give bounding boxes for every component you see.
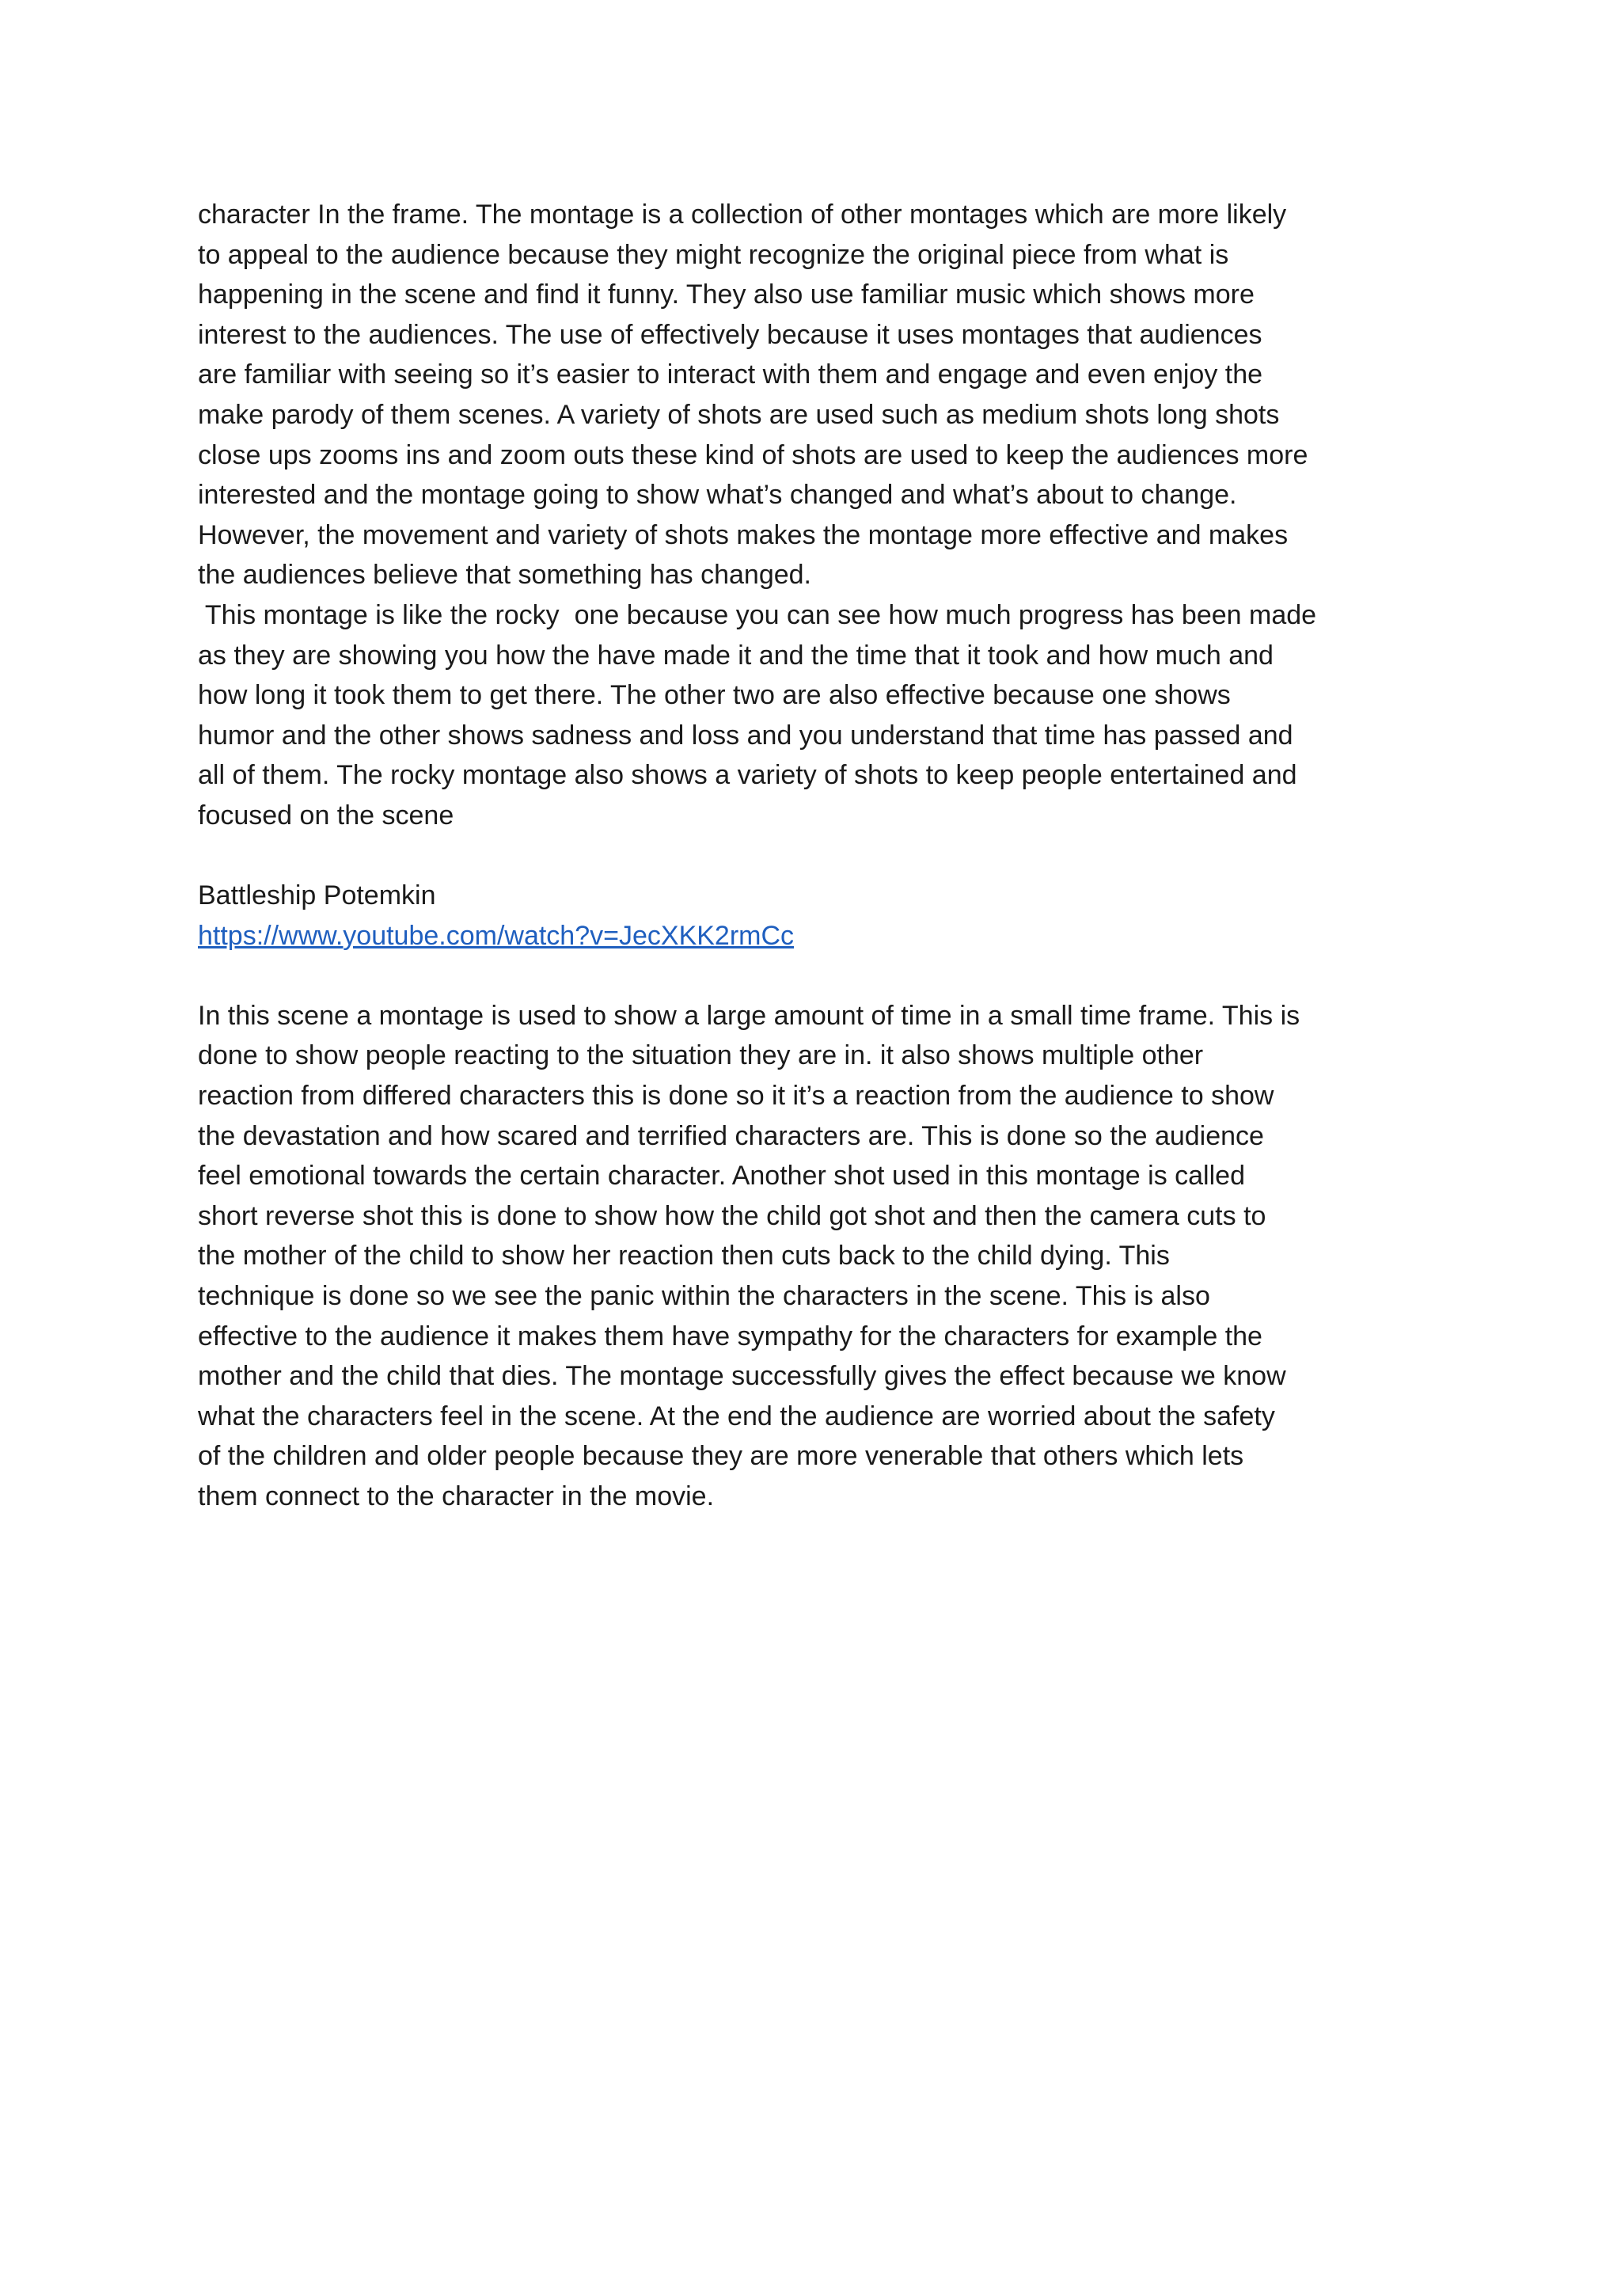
text-line: are familiar with seeing so it’s easier to interact with them and engage and even enjoy the xyxy=(198,359,1263,390)
text-line: reaction from differed characters this is done so it it’s a reaction from the audience to show xyxy=(198,1081,1274,1112)
text-line: happening in the scene and find it funny. They also use familiar music which shows more xyxy=(198,279,1255,310)
text-line: character In the frame. The montage is a collection of other montages which are more likely xyxy=(198,200,1287,230)
text-line: focused on the scene xyxy=(198,800,454,831)
text-line: as they are showing you how the have made it and the time that it took and how much and xyxy=(198,640,1274,671)
text-line: mother and the child that dies. The montage successfully gives the effect because we know xyxy=(198,1361,1286,1392)
text-line: humor and the other shows sadness and loss and you understand that time has passed and xyxy=(198,720,1293,751)
text-line: feel emotional towards the certain character. Another shot used in this montage is called xyxy=(198,1161,1245,1192)
text-line: done to show people reacting to the situation they are in. it also shows multiple other xyxy=(198,1040,1204,1071)
spacer xyxy=(198,956,1448,996)
text-line: However, the movement and variety of shots makes the montage more effective and makes xyxy=(198,519,1289,550)
text-line: This montage is like the rocky one because you can see how much progress has been made xyxy=(198,599,1317,630)
paragraph-montage-collection xyxy=(198,195,1448,595)
text-line: interested and the montage going to show what’s changed and what’s about to change. xyxy=(198,480,1237,511)
paragraph-rocky-comparison xyxy=(198,595,1448,836)
text-line: close ups zooms ins and zoom outs these kind of shots are used to keep the audiences more xyxy=(198,439,1308,470)
text-line: the audiences believe that something has changed. xyxy=(198,560,811,591)
text-line: interest to the audiences. The use of effectively because it uses montages that audiences xyxy=(198,319,1262,350)
section-heading: Battleship Potemkin xyxy=(198,880,436,911)
text-line: what the characters feel in the scene. At the end the audience are worried about the safety xyxy=(198,1401,1275,1431)
text-line: effective to the audience it makes them have sympathy for the characters for example the xyxy=(198,1321,1262,1351)
text-line: of the children and older people because they are more venerable that others which lets xyxy=(198,1441,1244,1472)
youtube-link[interactable]: https://www.youtube.com/watch?v=JecXKK2rmCc xyxy=(198,920,795,951)
text-line: short reverse shot this is done to show how the child got shot and then the camera cuts to xyxy=(198,1200,1266,1231)
text-line: how long it took them to get there. The other two are also effective because one shows xyxy=(198,680,1231,711)
text-line: the devastation and how scared and terrified characters are. This is done so the audience xyxy=(198,1120,1264,1151)
text-line: technique is done so we see the panic within the characters in the scene. This is also xyxy=(198,1281,1210,1312)
spacer xyxy=(198,836,1448,876)
paragraph-potemkin-analysis xyxy=(198,996,1448,1517)
document-body xyxy=(198,195,1448,1517)
text-line: all of them. The rocky montage also shows a variety of shots to keep people entertained and xyxy=(198,760,1297,791)
text-line: them connect to the character in the movie. xyxy=(198,1481,715,1511)
text-line: In this scene a montage is used to show a large amount of time in a small time frame. This is xyxy=(198,1000,1300,1031)
text-line: make parody of them scenes. A variety of shots are used such as medium shots long shots xyxy=(198,399,1280,430)
text-line: to appeal to the audience because they might recognize the original piece from what is xyxy=(198,239,1229,270)
text-line: the mother of the child to show her reaction then cuts back to the child dying. This xyxy=(198,1241,1170,1272)
